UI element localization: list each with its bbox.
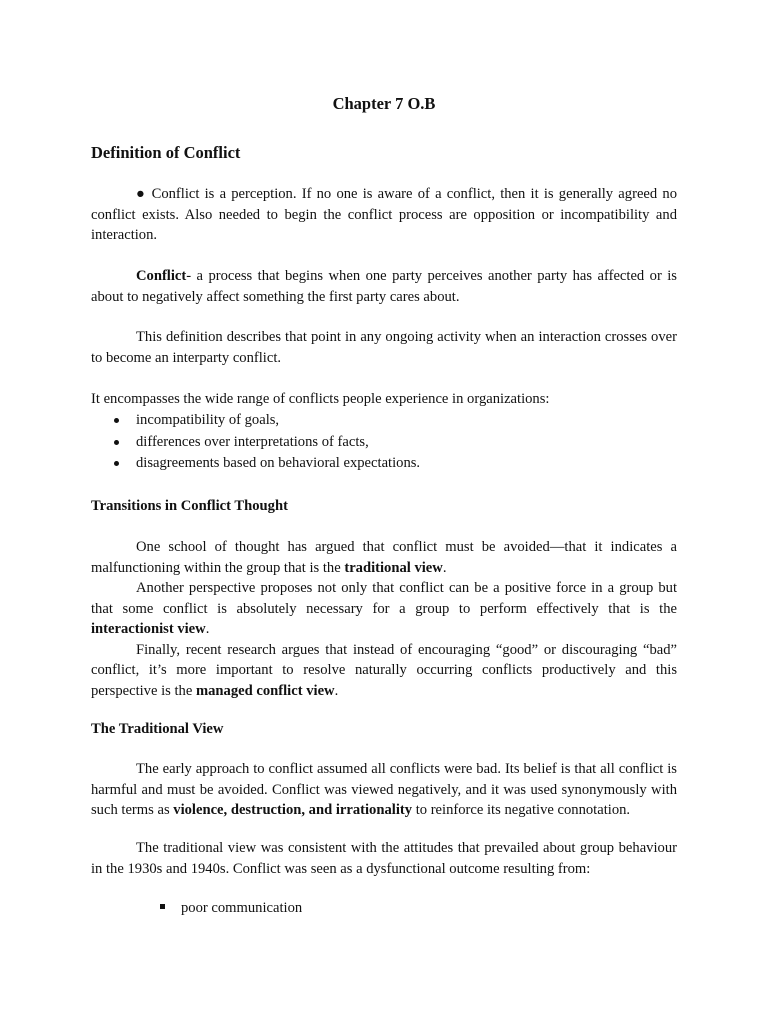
bullet-icon [114, 440, 119, 445]
definition-paragraph-1: ● Conflict is a perception. If no one is aware of a conflict, then it is generally agreed no conflict exists. Also needed to begin the conflict process are opposition or incompatibility and interaction. [91, 186, 677, 243]
definition-paragraph-3: This definition describes that point in any ongoing activity when an interaction crosses over to become an interparty conflict. [91, 329, 677, 366]
traditional-paragraph-1: The early approach to conflict assumed all conflicts were bad. Its belief is that all conflict is harmful and must be avoided. Conflict was viewed negatively, and it was used synonymously with such terms as violence, destruction, and irrationality to reinforce its negative connotation. [91, 761, 677, 818]
list-item: incompatibility of goals, [91, 410, 420, 432]
conflict-term: Conflict [136, 268, 187, 284]
document-page: Chapter 7 O.B Definition of Conflict ● Conflict is a perception. If no one is aware of a conflict, then it is generally agreed no conflict exists. Also needed to begin the conflict process are opposition or incompatibility and interaction. Conflict- a process that begins when one party perceives another party has affected or is about to negatively affect something the first party cares about. This definition describes that point in any ongoing activity when an interaction crosses over to become an interparty conflict. It encompasses the wide range of conflicts people experience in organizations: incompatibility of goals, differences over interpretations of facts, disagreements based on behavioral expectations. Transitions in Conflict Thought One school of thought has argued that conflict must be avoided—that it indicates a malfunctioning within the group that is the traditional view. Another perspective proposes not only that conflict can be a positive force in a group but that some conflict is absolutely necessary for a group to perform effectively that is the interactionist view. Finally, recent research argues that instead of encouraging “good” or discouraging “bad” conflict, it’s more important to resolve naturally occurring conflicts productively and this perspective is the managed conflict view. The Traditional View The early approach to conflict assumed all conflicts were bad. Its belief is that all conflict is harmful and must be avoided. Conflict was viewed negatively, and it was used synonymously with such terms as violence, destruction, and irrationality to reinforce its negative connotation. The traditional view was consistent with the attitudes that prevailed about group behaviour in the 1930s and 1940s. Conflict was seen as a dysfunctional outcome resulting from: poor communication [0, 0, 768, 1024]
definition-paragraph-4: It encompasses the wide range of conflicts people experience in organizations: [91, 391, 550, 407]
transitions-paragraph-2: Another perspective proposes not only that conflict can be a positive force in a group but that some conflict is absolutely necessary for a group to perform effectively that is the interactionist view. [91, 580, 677, 637]
conflict-definition: - a process that begins when one party perceives another party has affected or is about to negatively affect something the first party cares about. [91, 268, 677, 305]
conflict-types-list [91, 410, 420, 475]
page-title: Chapter 7 O.B [332, 94, 436, 113]
managed-conflict-view-term: managed conflict view [195, 682, 335, 699]
interactionist-view-term: interactionist view [91, 621, 206, 637]
traditional-view-heading: The Traditional View [91, 721, 224, 737]
bullet-icon [114, 418, 119, 423]
definition-paragraph-2 [91, 266, 677, 307]
square-bullet-icon [160, 904, 165, 909]
negative-terms: violence, destruction, and irrationality [173, 802, 413, 818]
transitions-heading: Transitions in Conflict Thought [91, 498, 288, 514]
transitions-body [91, 537, 677, 701]
bullet-icon [114, 461, 119, 466]
list-item: disagreements based on behavioral expectations. [91, 453, 420, 475]
list-item: differences over interpretations of facts, [91, 432, 420, 454]
definition-heading: Definition of Conflict [91, 143, 241, 162]
transitions-paragraph-1: One school of thought has argued that conflict must be avoided—that it indicates a malfunctioning within the group that is the traditional view. [91, 539, 677, 576]
transitions-paragraph-3: Finally, recent research argues that instead of encouraging “good” or discouraging “bad” conflict, it’s more important to resolve naturally occurring conflicts productively and this perspective is the managed conflict view. [91, 641, 677, 699]
traditional-paragraph-2: The traditional view was consistent with the attitudes that prevailed about group behaviour in the 1930s and 1940s. Conflict was seen as a dysfunctional outcome resulting from: [91, 840, 677, 877]
traditional-view-term: traditional view [344, 559, 443, 576]
